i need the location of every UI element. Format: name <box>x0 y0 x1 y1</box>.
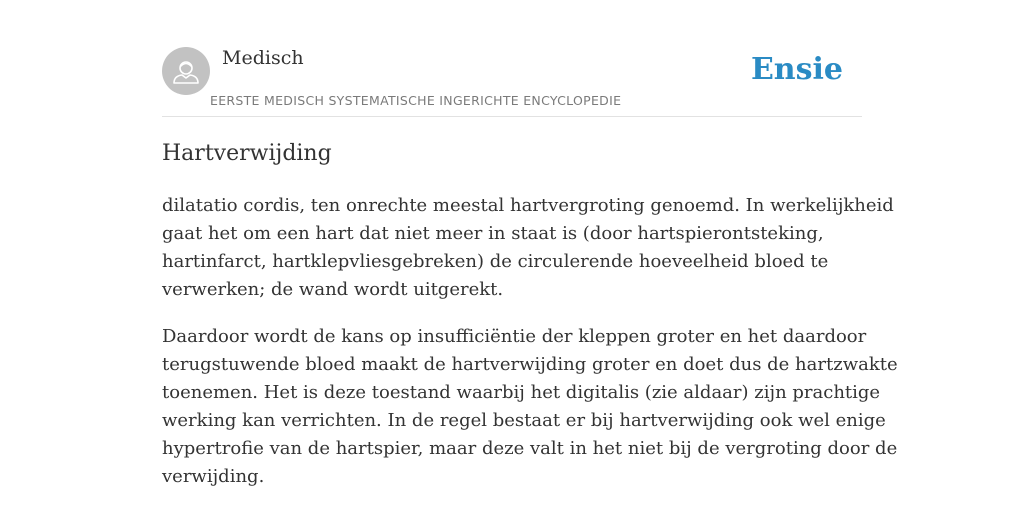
paragraph-line: dilatatio cordis, ten onrechte meestal hartvergroting genoemd. In werkelijkheid <box>162 195 894 216</box>
paragraph <box>162 192 894 304</box>
article-body <box>162 192 898 510</box>
paragraph-line: verwerken; de wand wordt uitgerekt. <box>162 279 504 300</box>
source-name[interactable]: Medisch <box>222 47 304 69</box>
header <box>162 46 862 117</box>
paragraph-line: werking kan verrichten. In de regel bestaat er bij hartverwijding ook wel enige <box>162 410 886 431</box>
source-subtitle: EERSTE MEDISCH SYSTEMATISCHE INGERICHTE ENCYCLOPEDIE <box>210 93 622 108</box>
paragraph <box>162 323 898 491</box>
paragraph-line: Daardoor wordt de kans op insufficiëntie der kleppen groter en het daardoor <box>162 326 867 347</box>
paragraph-line: toenemen. Het is deze toestand waarbij het digitalis (zie aldaar) zijn prachtige <box>162 382 881 403</box>
avatar[interactable] <box>162 47 210 95</box>
paragraph-line: gaat het om een hart dat niet meer in staat is (door hartspierontsteking, <box>162 223 824 244</box>
paragraph-line: terugstuwende bloed maakt de hartverwijding groter en doet dus de hartzwakte <box>162 354 898 375</box>
brand-logo[interactable]: Ensie <box>750 52 843 87</box>
user-icon <box>162 47 210 95</box>
paragraph-line: verwijding. <box>162 466 265 487</box>
page-title: Hartverwijding <box>162 141 332 166</box>
paragraph-line: hartinfarct, hartklepvliesgebreken) de circulerende hoeveelheid bloed te <box>162 251 829 272</box>
paragraph-line: hypertrofie van de hartspier, maar deze valt in het niet bij de vergroting door de <box>162 438 898 459</box>
